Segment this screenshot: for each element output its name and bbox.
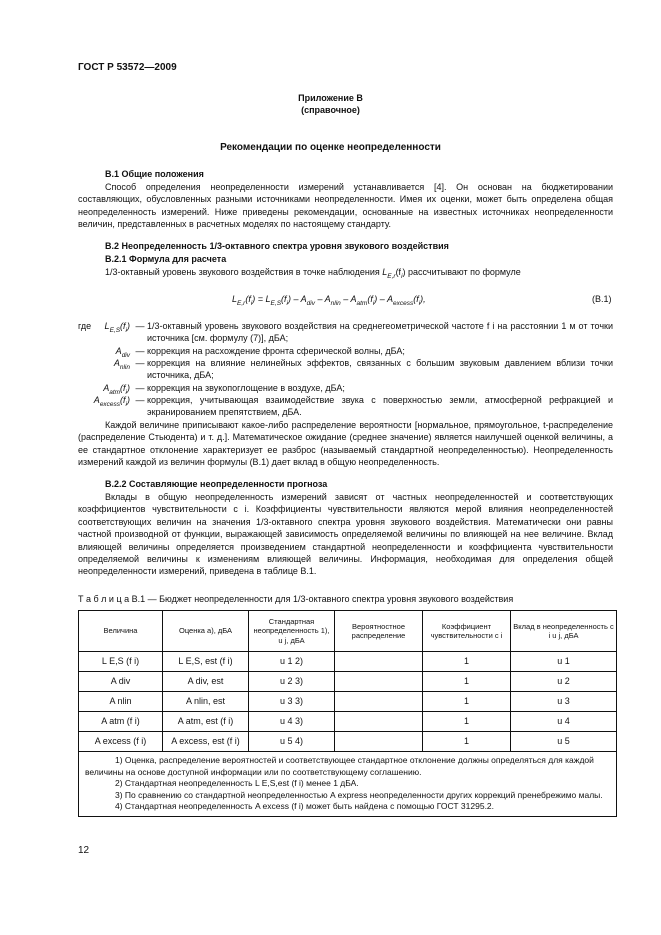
- cell-coefficient: 1: [423, 712, 511, 732]
- cell-uncertainty: u 4 3): [249, 712, 335, 732]
- cell-coefficient: 1: [423, 672, 511, 692]
- cell-quantity: A atm (f i): [79, 712, 163, 732]
- appendix-title: Приложение В: [298, 93, 363, 103]
- definition-text: коррекция, учитывающая взаимодействие звука с поверхностью земли, атмосферной рефракцией и экранированием препятствием, дБА.: [147, 395, 613, 418]
- appendix-subtitle: (справочное): [301, 105, 360, 115]
- table-note: 1) Оценка, распределение вероятностей и соответствующее стандартное отклонение должны определяться для каждой величины на основе доступной информации или по соответствующему соглашению.: [85, 755, 594, 777]
- cell-estimate: A div, est: [163, 672, 249, 692]
- cell-quantity: L E,S (f i): [79, 652, 163, 672]
- cell-contribution: u 1: [511, 652, 617, 672]
- table-note: 2) Стандартная неопределенность L E,S,est (f i) менее 1 дБА.: [115, 778, 359, 788]
- cell-distribution: [335, 692, 423, 712]
- table-notes: [79, 752, 617, 817]
- header-distribution: Вероятностное распределение: [335, 611, 423, 652]
- cell-estimate: A nlin, est: [163, 692, 249, 712]
- cell-distribution: [335, 652, 423, 672]
- document-title: Рекомендации по оценке неопределенности: [220, 142, 441, 153]
- cell-uncertainty: u 2 3): [249, 672, 335, 692]
- cell-coefficient: 1: [423, 692, 511, 712]
- definition-les: $L_{E,S}(f_i)$ — 1/3-октавный уровень звукового воздействия на среднегеометрической частоте f i на расстоянии 1 м от точки источника [см. формулу (7)], дБА;: [78, 320, 613, 345]
- cell-coefficient: 1: [423, 732, 511, 752]
- definition-adiv: $A_{div}$ — коррекция на расхождение фронта сферической волны, дБА;: [78, 345, 613, 357]
- table-row: [79, 652, 617, 672]
- where-label: где: [78, 321, 92, 331]
- table-notes-row: [79, 752, 617, 817]
- table-caption-prefix: Т а б л и ц а: [78, 594, 130, 604]
- intro-text: 1/3-октавный уровень звукового воздействия в точке наблюдения: [105, 267, 380, 277]
- section-b22-title: В.2.2 Составляющие неопределенности прогноза: [105, 479, 328, 489]
- header-uncertainty: Стандартная неопределенность 1), u j, дБА: [249, 611, 335, 652]
- cell-distribution: [335, 672, 423, 692]
- cell-contribution: u 2: [511, 672, 617, 692]
- header-contribution: Вклад в неопределенность c i u j, дБА: [511, 611, 617, 652]
- intro-arg-sub: i: [401, 272, 403, 280]
- definition-aexcess: $A_{excess}(f_i)$ — коррекция, учитывающая взаимодействие звука с поверхностью земли, атмосферной рефракцией и экранированием препятствием, дБА.: [78, 394, 613, 419]
- definition-symbol: $L_{E,S}(f_i)$: [104, 321, 130, 334]
- header-estimate: Оценка a), дБА: [163, 611, 249, 652]
- cell-quantity: A nlin: [79, 692, 163, 712]
- table-caption: [78, 593, 513, 605]
- cell-distribution: [335, 732, 423, 752]
- intro-end: ) рассчитывают по формуле: [402, 267, 521, 277]
- definition-symbol: $A_{div}$: [115, 346, 130, 359]
- formula: $L_{E,r}(f_i) = L_{E,S}(f_i) - A_{div} - A_{nlin} - A_{atm}(f_i) - A_{excess}(f_i)$,: [232, 294, 426, 307]
- definition-symbol: $A_{atm}(f_i)$: [103, 383, 130, 396]
- section-b22-text: Вклады в общую неопределенность измерений зависят от частных неопределенностей и соответствующих коэффициентов чувствительности c i. Коэффициенты чувствительности являются мерой влияния неопределенностей соответствующих величин на значения 1/3-октавного спектра уровня звукового воздействия. Математически они равны частной производной от функции, выражающей зависимость определяемой величины по влияющей на нее величине. Вклад влияющей величины определяется произведением стандартной неопределенности и коэффициента чувствительности определяемой величины к изменениям влияющей величины. Информация, необходимая для определения общей неопределенности измерений, приведена в таблице В.1.: [78, 492, 613, 577]
- table-row: [79, 712, 617, 732]
- section-b21-text: [105, 266, 521, 278]
- uncertainty-budget-table: [78, 610, 617, 817]
- section-b2-title: В.2 Неопределенность 1/3-октавного спектра уровня звукового воздействия: [105, 241, 449, 251]
- cell-uncertainty: u 3 3): [249, 692, 335, 712]
- section-b21-title: В.2.1 Формула для расчета: [105, 254, 227, 264]
- section-b1-title: В.1 Общие положения: [105, 169, 204, 179]
- definition-text: 1/3-октавный уровень звукового воздействия на среднегеометрической частоте f i на расстоянии 1 м от точки источника [см. формулу (7)], дБА;: [147, 321, 613, 344]
- cell-coefficient: 1: [423, 652, 511, 672]
- definition-symbol: $A_{excess}(f_i)$: [93, 395, 130, 408]
- page-number: 12: [78, 845, 90, 856]
- table-note: 4) Стандартная неопределенность A excess (f i) может быть найдена с помощью ГОСТ 31295.2.: [115, 801, 495, 811]
- table-row: [79, 692, 617, 712]
- cell-estimate: A excess, est (f i): [163, 732, 249, 752]
- cell-quantity: A div: [79, 672, 163, 692]
- cell-estimate: L E,S, est (f i): [163, 652, 249, 672]
- definition-text: коррекция на влияние нелинейных эффектов, связанных с большим звуковым давлением вблизи точки источника, дБА;: [147, 358, 613, 381]
- section-b21-para2: Каждой величине приписывают какое-либо распределение вероятности [нормальное, прямоугольное, t-распределение (распределение Стьюдента) и т. д.]. Математическое ожидание (среднее значение) является наилучшей оценкой величины, а ее стандартное отклонение характеризует ее разброс (называемый стандартной неопределенностью). Неопределенность измерений каждой из величин формулы (В.1) дает вклад в общую неопределенность.: [78, 420, 613, 468]
- definition-text: коррекция на звукопоглощение в воздухе, дБА;: [147, 383, 345, 393]
- header-coefficient: Коэффициент чувствительности c i: [423, 611, 511, 652]
- standard-header: ГОСТ Р 53572—2009: [78, 62, 177, 73]
- formula-number: (В.1): [592, 294, 612, 304]
- cell-contribution: u 4: [511, 712, 617, 732]
- intro-symbol: L: [382, 267, 388, 277]
- table-note: 3) По сравнению со стандартной неопределенностью A express неопределенности других коррекций пренебрежимо малы.: [115, 789, 603, 800]
- cell-contribution: u 5: [511, 732, 617, 752]
- table-row: [79, 732, 617, 752]
- definition-text: коррекция на расхождение фронта сферической волны, дБА;: [147, 346, 405, 356]
- section-b1-text: Способ определения неопределенности измерений устанавливается [4]. Он основан на бюджетировании составляющих, обусловленных разными источниками неопределенности. Имея их оценки, может быть определена общая неопределенность измерений. Ниже приведены рекомендации, основанные на известных источниках неопределенности величин, представленных в расчетных моделях по настоящему стандарту.: [78, 182, 613, 230]
- header-quantity: Величина: [79, 611, 163, 652]
- table-caption-text: В.1 — Бюджет неопределенности для 1/3-октавного спектра уровня звукового воздействия: [131, 594, 514, 604]
- definition-aatm: $A_{atm}(f_i)$ — коррекция на звукопоглощение в воздухе, дБА;: [78, 382, 613, 394]
- definition-anlin: $A_{nlin}$ — коррекция на влияние нелинейных эффектов, связанных с большим звуковым давлением вблизи точки источника, дБА;: [78, 357, 613, 382]
- cell-estimate: A atm, est (f i): [163, 712, 249, 732]
- intro-symbol-sub: E,r: [387, 272, 396, 280]
- cell-uncertainty: u 5 4): [249, 732, 335, 752]
- table-row: [79, 672, 617, 692]
- intro-arg: (f: [395, 267, 402, 277]
- cell-contribution: u 3: [511, 692, 617, 712]
- cell-distribution: [335, 712, 423, 732]
- cell-uncertainty: u 1 2): [249, 652, 335, 672]
- definition-symbol: $A_{nlin}$: [113, 358, 130, 371]
- cell-quantity: A excess (f i): [79, 732, 163, 752]
- table-header-row: [79, 611, 617, 652]
